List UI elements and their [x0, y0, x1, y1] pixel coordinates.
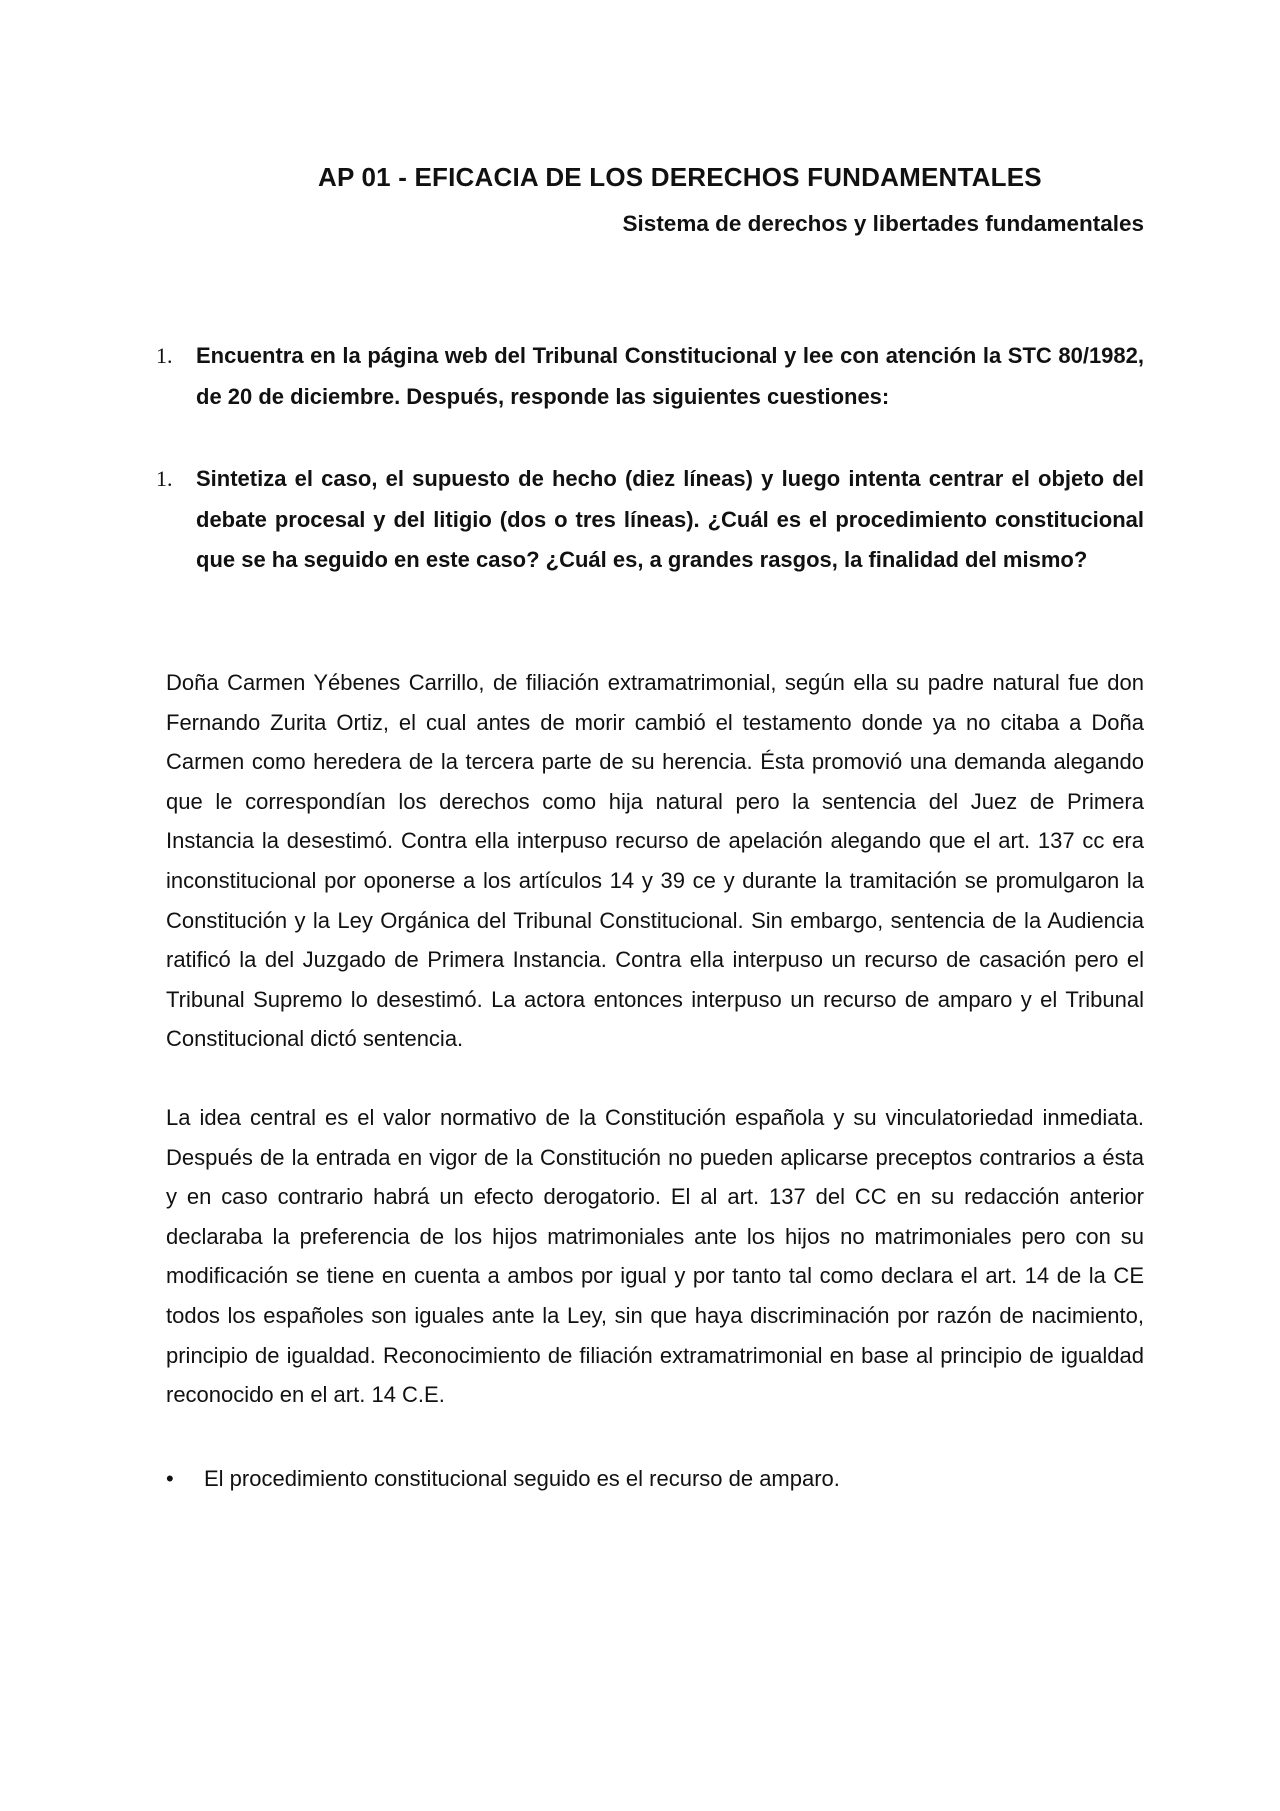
question-2-text: Sintetiza el caso, el supuesto de hecho (diez líneas) y luego intenta centrar el objeto del debate procesal y del litigio (dos o tres líneas). ¿Cuál es el procedimiento constitucional que se ha seguido en este caso? ¿Cuál es, a grandes rasgos, la finalidad del mismo? — [196, 466, 1144, 572]
bullet-text: El procedimiento constitucional seguido es el recurso de amparo. — [204, 1466, 840, 1491]
question-1-text: Encuentra en la página web del Tribunal Constitucional y lee con atención la STC 80/1982, de 20 de diciembre. Después, responde las siguientes cuestiones: — [196, 343, 1144, 409]
answer-paragraph-1: Doña Carmen Yébenes Carrillo, de filiación extramatrimonial, según ella su padre natural fue don Fernando Zurita Ortiz, el cual antes de morir cambió el testamento donde ya no citaba a Doña Carmen como heredera de la tercera parte de su herencia. Ésta promovió una demanda alegando que le correspondían los derechos como hija natural pero la sentencia del Juez de Primera Instancia la desestimó. Contra ella interpuso recurso de apelación alegando que el art. 137 cc era inconstitucional por oponerse a los artículos 14 y 39 ce y durante la tramitación se promulgaron la Constitución y la Ley Orgánica del Tribunal Constitucional. Sin embargo, sentencia de la Audiencia ratificó la del Juzgado de Primera Instancia. Contra ella interpuso un recurso de casación pero el Tribunal Supremo lo desestimó. La actora entonces interpuso un recurso de amparo y el Tribunal Constitucional dictó sentencia. — [166, 670, 1144, 1052]
question-1 — [156, 336, 1144, 417]
document-subtitle: Sistema de derechos y libertades fundamentales — [622, 211, 1144, 236]
question-2-number: 1. — [156, 466, 173, 491]
answer-paragraph-2: La idea central es el valor normativo de la Constitución española y su vinculatoriedad inmediata. Después de la entrada en vigor de la Constitución no pueden aplicarse preceptos contrarios a ésta y en caso contrario habrá un efecto derogatorio. El al art. 137 del CC en su redacción anterior declaraba la preferencia de los hijos matrimoniales ante los hijos no matrimoniales pero con su modificación se tiene en cuenta a ambos por igual y por tanto tal como declara el art. 14 de la CE todos los españoles son iguales ante la Ley, sin que haya discriminación por razón de nacimiento, principio de igualdad. Reconocimiento de filiación extramatrimonial en base al principio de igualdad reconocido en el art. 14 C.E. — [166, 1105, 1144, 1408]
document-title: AP 01 - EFICACIA DE LOS DERECHOS FUNDAMENTALES — [318, 162, 1042, 192]
bullet-symbol: • — [166, 1466, 174, 1491]
question-2 — [156, 459, 1144, 581]
bullet-item — [166, 1459, 1144, 1499]
question-1-number: 1. — [156, 343, 173, 368]
